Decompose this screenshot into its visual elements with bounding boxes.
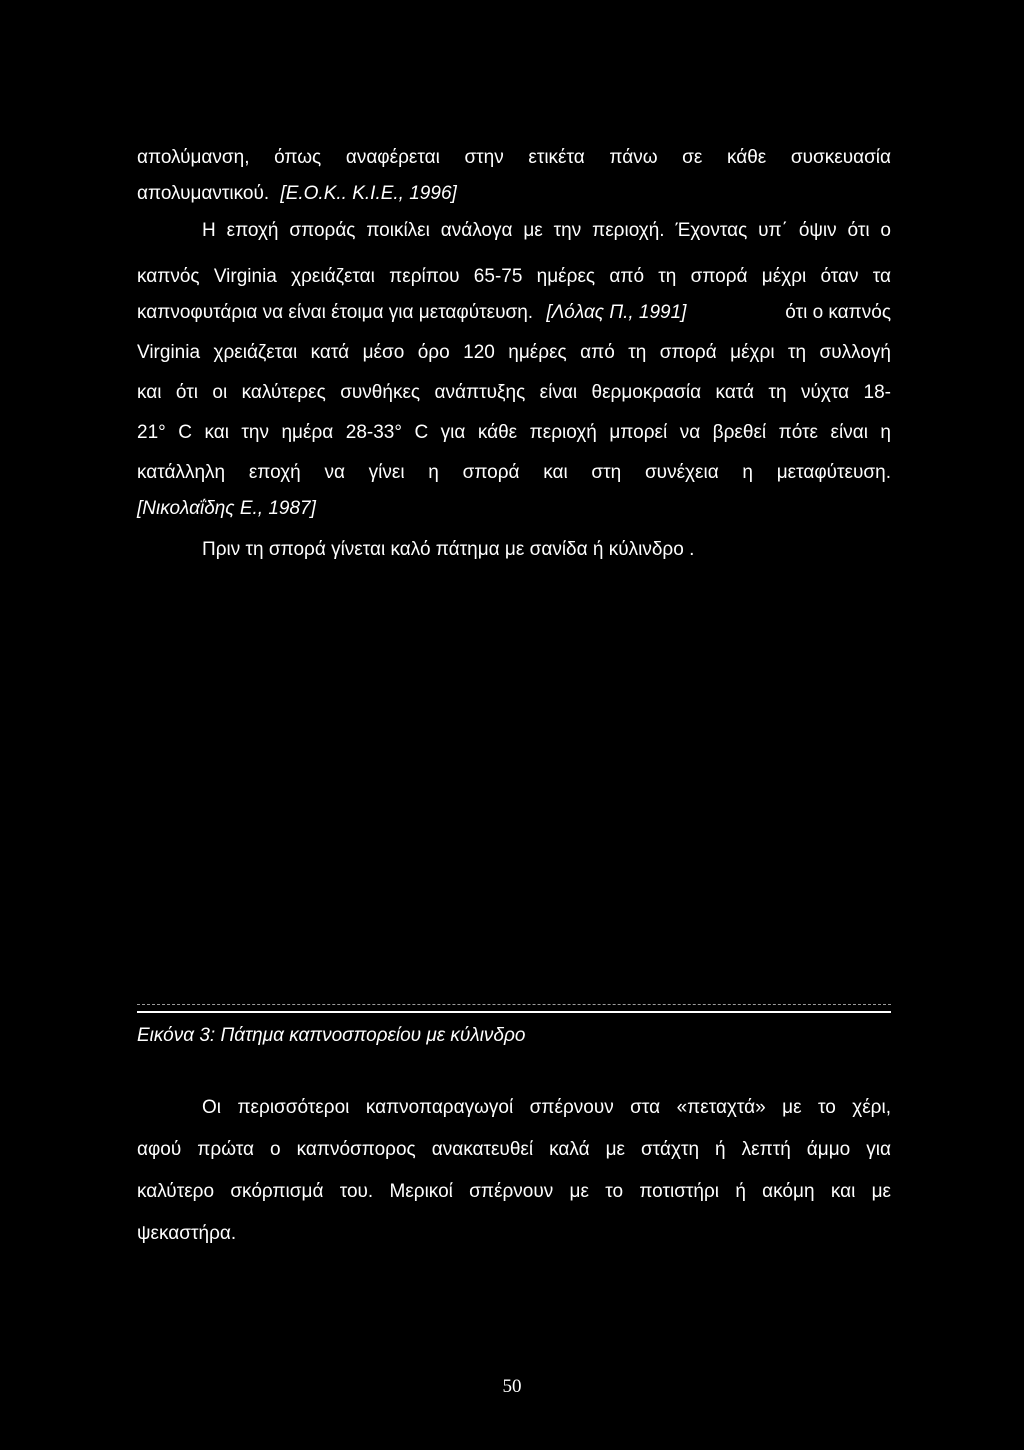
figure-top-rule	[137, 1004, 891, 1005]
paragraph-2-line-1: Η εποχή σποράς ποικίλει ανάλογα με την περιοχή. Έχοντας υπ΄ όψιν ότι ο	[202, 220, 891, 241]
paragraph-1-line-1: απολύμανση, όπως αναφέρεται στην ετικέτα πάνω σε κάθε συσκευασία	[137, 147, 891, 168]
paragraph-4-line-2: αφού πρώτα ο καπνόσπορος ανακατευθεί καλά με στάχτη ή λεπτή άμμο για	[137, 1139, 891, 1160]
page-number: 50	[502, 1376, 522, 1397]
paragraph-1-line-2	[137, 182, 457, 206]
paragraph-4-line-4: ψεκαστήρα.	[137, 1223, 237, 1244]
paragraph-2-line-6: 21° C και την ημέρα 28-33° C για κάθε περιοχή μπορεί να βρεθεί πότε είναι η	[137, 422, 891, 443]
paragraph-2-line-4: Virginia χρειάζεται κατά μέσο όρο 120 ημέρες από τη σπορά μέχρι τη συλλογή	[137, 342, 891, 363]
figure-caption: Εικόνα 3: Πάτημα καπνοσπορείου με κύλινδρο	[137, 1025, 526, 1046]
citation-lolas: [Λόλας Π., 1991]	[546, 302, 687, 323]
paragraph-4-line-3: καλύτερο σκόρπισμά του. Μερικοί σπέρνουν με το ποτιστήρι ή ακόμη και με	[137, 1181, 891, 1202]
paragraph-2-text: καπνοφυτάρια να είναι έτοιμα για μεταφύτευση.	[137, 302, 534, 323]
paragraph-2-line-3	[137, 301, 891, 325]
paragraph-2-line-5: και ότι οι καλύτερες συνθήκες ανάπτυξης είναι θερμοκρασία κατά τη νύχτα 18-	[137, 382, 891, 403]
figure-bottom-rule	[137, 1011, 891, 1013]
citation-nikolaidis: [Νικολαΐδης Ε., 1987]	[137, 498, 316, 519]
paragraph-4-line-1: Οι περισσότεροι καπνοπαραγωγοί σπέρνουν στα «πεταχτά» με το χέρι,	[202, 1097, 891, 1118]
paragraph-2-line-2: καπνός Virginia χρειάζεται περίπου 65-75 ημέρες από τη σπορά μέχρι όταν τα	[137, 266, 891, 287]
paragraph-2-line-7: κατάλληλη εποχή να γίνει η σπορά και στη συνέχεια η μεταφύτευση.	[137, 462, 891, 483]
paragraph-2-text-end: ότι ο καπνός	[785, 302, 891, 323]
citation-eok: [Ε.Ο.Κ.. Κ.Ι.Ε., 1996]	[280, 183, 457, 204]
paragraph-3-line-1: Πριν τη σπορά γίνεται καλό πάτημα με σανίδα ή κύλινδρο .	[202, 539, 695, 560]
paragraph-1-text: απολυμαντικού.	[137, 183, 270, 204]
